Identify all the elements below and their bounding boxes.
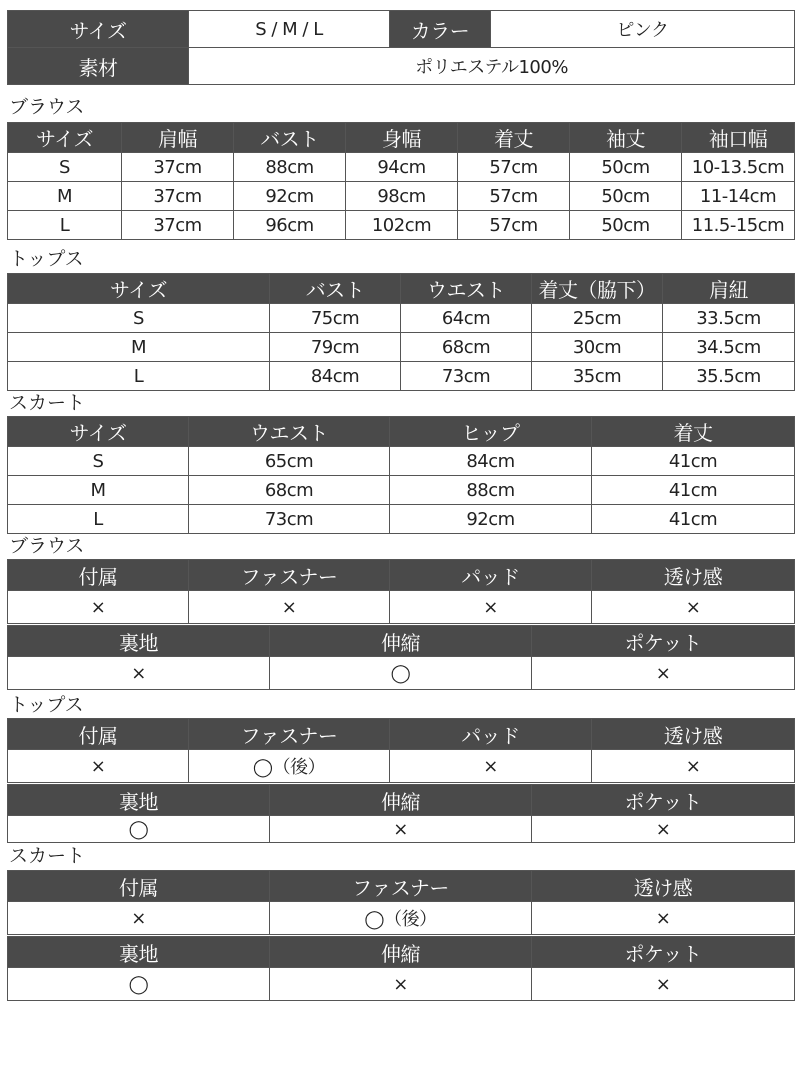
color-value: ピンク: [491, 11, 795, 48]
header-size: サイズ: [8, 417, 189, 447]
table-row: [8, 476, 795, 505]
cell: L: [8, 505, 189, 534]
header-sheerness: 透け感: [592, 719, 795, 750]
header-pocket: ポケット: [532, 785, 795, 816]
header-body-width: 身幅: [346, 123, 458, 153]
header-sleeve: 袖丈: [570, 123, 682, 153]
table-row: [8, 505, 795, 534]
spec-table: [7, 10, 795, 85]
cell: S: [8, 304, 270, 333]
cell: 41cm: [592, 505, 795, 534]
value-sheerness: ×: [592, 591, 795, 624]
cell: 79cm: [270, 333, 401, 362]
value-accessories: ×: [8, 750, 189, 783]
table-row: [8, 333, 795, 362]
cell: 41cm: [592, 447, 795, 476]
tops-detail-table-2: [7, 784, 795, 843]
size-label: サイズ: [8, 11, 189, 48]
table-row: [8, 447, 795, 476]
header-zipper: ファスナー: [189, 719, 390, 750]
cell: 94cm: [346, 153, 458, 182]
skirt-size-title: スカート: [9, 392, 86, 414]
material-value: ポリエステル100%: [189, 48, 795, 85]
value-sheerness: ×: [592, 750, 795, 783]
header-accessories: 付属: [8, 719, 189, 750]
cell: 11-14cm: [682, 182, 795, 211]
header-hip: ヒップ: [390, 417, 592, 447]
cell: 50cm: [570, 182, 682, 211]
header-length: 着丈: [458, 123, 570, 153]
cell: 33.5cm: [663, 304, 795, 333]
cell: 88cm: [390, 476, 592, 505]
material-label: 素材: [8, 48, 189, 85]
header-accessories: 付属: [8, 871, 270, 902]
cell: M: [8, 182, 122, 211]
table-row: [8, 362, 795, 391]
value-pad: ×: [390, 750, 592, 783]
header-zipper: ファスナー: [189, 560, 390, 591]
tops-size-table: [7, 273, 795, 391]
header-pocket: ポケット: [532, 626, 795, 657]
cell: S: [8, 447, 189, 476]
blouse-detail-title: ブラウス: [9, 535, 85, 557]
header-bust: バスト: [234, 123, 346, 153]
value-lining: ×: [8, 657, 270, 690]
cell: 34.5cm: [663, 333, 795, 362]
cell: 98cm: [346, 182, 458, 211]
skirt-detail-table-1: [7, 870, 795, 935]
header-stretch: 伸縮: [270, 626, 532, 657]
cell: 37cm: [122, 211, 234, 240]
header-stretch: 伸縮: [270, 937, 532, 968]
cell: 57cm: [458, 153, 570, 182]
cell: 68cm: [189, 476, 390, 505]
cell: M: [8, 333, 270, 362]
header-waist: ウエスト: [189, 417, 390, 447]
cell: 37cm: [122, 153, 234, 182]
cell: 35cm: [532, 362, 663, 391]
header-length-underarm: 着丈（脇下）: [532, 274, 663, 304]
header-bust: バスト: [270, 274, 401, 304]
value-zipper: ◯（後）: [270, 902, 532, 935]
skirt-detail-title: スカート: [9, 845, 86, 867]
cell: 35.5cm: [663, 362, 795, 391]
cell: 25cm: [532, 304, 663, 333]
header-stretch: 伸縮: [270, 785, 532, 816]
value-pocket: ×: [532, 657, 795, 690]
cell: S: [8, 153, 122, 182]
header-sheerness: 透け感: [592, 560, 795, 591]
cell: 84cm: [270, 362, 401, 391]
header-shoulder: 肩幅: [122, 123, 234, 153]
cell: 57cm: [458, 182, 570, 211]
skirt-size-table: [7, 416, 795, 534]
cell: L: [8, 211, 122, 240]
header-pocket: ポケット: [532, 937, 795, 968]
value-pocket: ×: [532, 968, 795, 1001]
value-lining: ◯: [8, 968, 270, 1001]
header-sheerness: 透け感: [532, 871, 795, 902]
value-pocket: ×: [532, 816, 795, 843]
cell: 102cm: [346, 211, 458, 240]
table-row: [8, 211, 795, 240]
cell: 75cm: [270, 304, 401, 333]
header-pad: パッド: [390, 719, 592, 750]
cell: 68cm: [401, 333, 532, 362]
header-size: サイズ: [8, 123, 122, 153]
blouse-size-table: [7, 122, 795, 240]
value-sheerness: ×: [532, 902, 795, 935]
cell: 73cm: [401, 362, 532, 391]
cell: 96cm: [234, 211, 346, 240]
cell: 50cm: [570, 153, 682, 182]
table-row: [8, 153, 795, 182]
value-stretch: ×: [270, 968, 532, 1001]
cell: 57cm: [458, 211, 570, 240]
value-accessories: ×: [8, 591, 189, 624]
tops-detail-table-1: [7, 718, 795, 783]
cell: 64cm: [401, 304, 532, 333]
cell: 37cm: [122, 182, 234, 211]
table-row: [8, 304, 795, 333]
cell: 73cm: [189, 505, 390, 534]
cell: L: [8, 362, 270, 391]
cell: 92cm: [234, 182, 346, 211]
value-stretch: ◯: [270, 657, 532, 690]
cell: 11.5-15cm: [682, 211, 795, 240]
cell: M: [8, 476, 189, 505]
header-waist: ウエスト: [401, 274, 532, 304]
cell: 92cm: [390, 505, 592, 534]
header-strap: 肩紐: [663, 274, 795, 304]
value-pad: ×: [390, 591, 592, 624]
cell: 84cm: [390, 447, 592, 476]
cell: 88cm: [234, 153, 346, 182]
header-lining: 裏地: [8, 785, 270, 816]
blouse-detail-table-2: [7, 625, 795, 690]
header-size: サイズ: [8, 274, 270, 304]
tops-detail-title: トップス: [9, 694, 84, 716]
cell: 65cm: [189, 447, 390, 476]
blouse-detail-table-1: [7, 559, 795, 624]
header-length: 着丈: [592, 417, 795, 447]
header-lining: 裏地: [8, 626, 270, 657]
header-cuff: 袖口幅: [682, 123, 795, 153]
value-stretch: ×: [270, 816, 532, 843]
header-lining: 裏地: [8, 937, 270, 968]
header-accessories: 付属: [8, 560, 189, 591]
tops-size-title: トップス: [9, 248, 84, 270]
skirt-detail-table-2: [7, 936, 795, 1001]
header-pad: パッド: [390, 560, 592, 591]
cell: 10-13.5cm: [682, 153, 795, 182]
value-lining: ◯: [8, 816, 270, 843]
cell: 30cm: [532, 333, 663, 362]
size-value: S / M / L: [189, 11, 390, 48]
value-zipper: ×: [189, 591, 390, 624]
header-zipper: ファスナー: [270, 871, 532, 902]
color-label: カラー: [390, 11, 491, 48]
cell: 50cm: [570, 211, 682, 240]
table-row: [8, 182, 795, 211]
value-zipper: ◯（後）: [189, 750, 390, 783]
cell: 41cm: [592, 476, 795, 505]
value-accessories: ×: [8, 902, 270, 935]
blouse-size-title: ブラウス: [9, 96, 85, 118]
